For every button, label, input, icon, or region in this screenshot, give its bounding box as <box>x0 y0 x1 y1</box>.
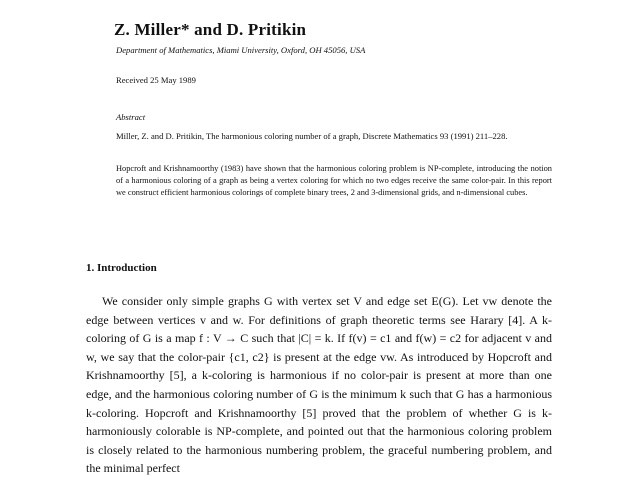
section-heading-introduction: 1. Introduction <box>86 262 157 274</box>
abstract-heading: Abstract <box>116 112 146 122</box>
paper-authors: Z. Miller* and D. Pritikin <box>114 20 307 39</box>
section-body-introduction <box>86 292 552 478</box>
abstract-body: Hopcroft and Krishnamoorthy (1983) have shown that the harmonious coloring problem is NP-complete, introducing the notion of a harmonious coloring of a graph as being a vertex coloring for which no two edges receive the same color-pair. In this report we construct efficient harmonious colorings of complete binary trees, 2 and 3-dimensional grids, and n-dimensional cubes. <box>116 164 552 197</box>
received-date: Received 25 May 1989 <box>116 75 196 85</box>
author-affiliation: Department of Mathematics, Miami University, Oxford, OH 45056, USA <box>116 45 366 55</box>
intro-paragraph: We consider only simple graphs G with vertex set V and edge set E(G). Let vw denote the edge between vertices v and w. For definitions of graph theoretic terms see Harary [4]. A k-coloring of G is a map f : V → C such that |C| = k. If f(v) = c1 and f(w) = c2 for adjacent v and w, we say that the color-pair {c1, c2} is present at the edge vw. As introduced by Hopcroft and Krishnamoorthy [5], a k-coloring is harmonious if no color-pair is present at more than one edge, and the harmonious coloring number of G is the minimum k such that G has a harmonious k-coloring. Hopcroft and Krishnamoorthy [5] proved that the problem of whether G is k-harmoniously colorable is NP-complete, and pointed out that the harmonious coloring problem is closely related to the harmonious numbering problem, the graceful numbering problem, and the minimal perfect <box>86 294 552 476</box>
abstract-citation: Miller, Z. and D. Pritikin, The harmonious coloring number of a graph, Discrete Mathematics 93 (1991) 211–228. <box>116 131 508 141</box>
